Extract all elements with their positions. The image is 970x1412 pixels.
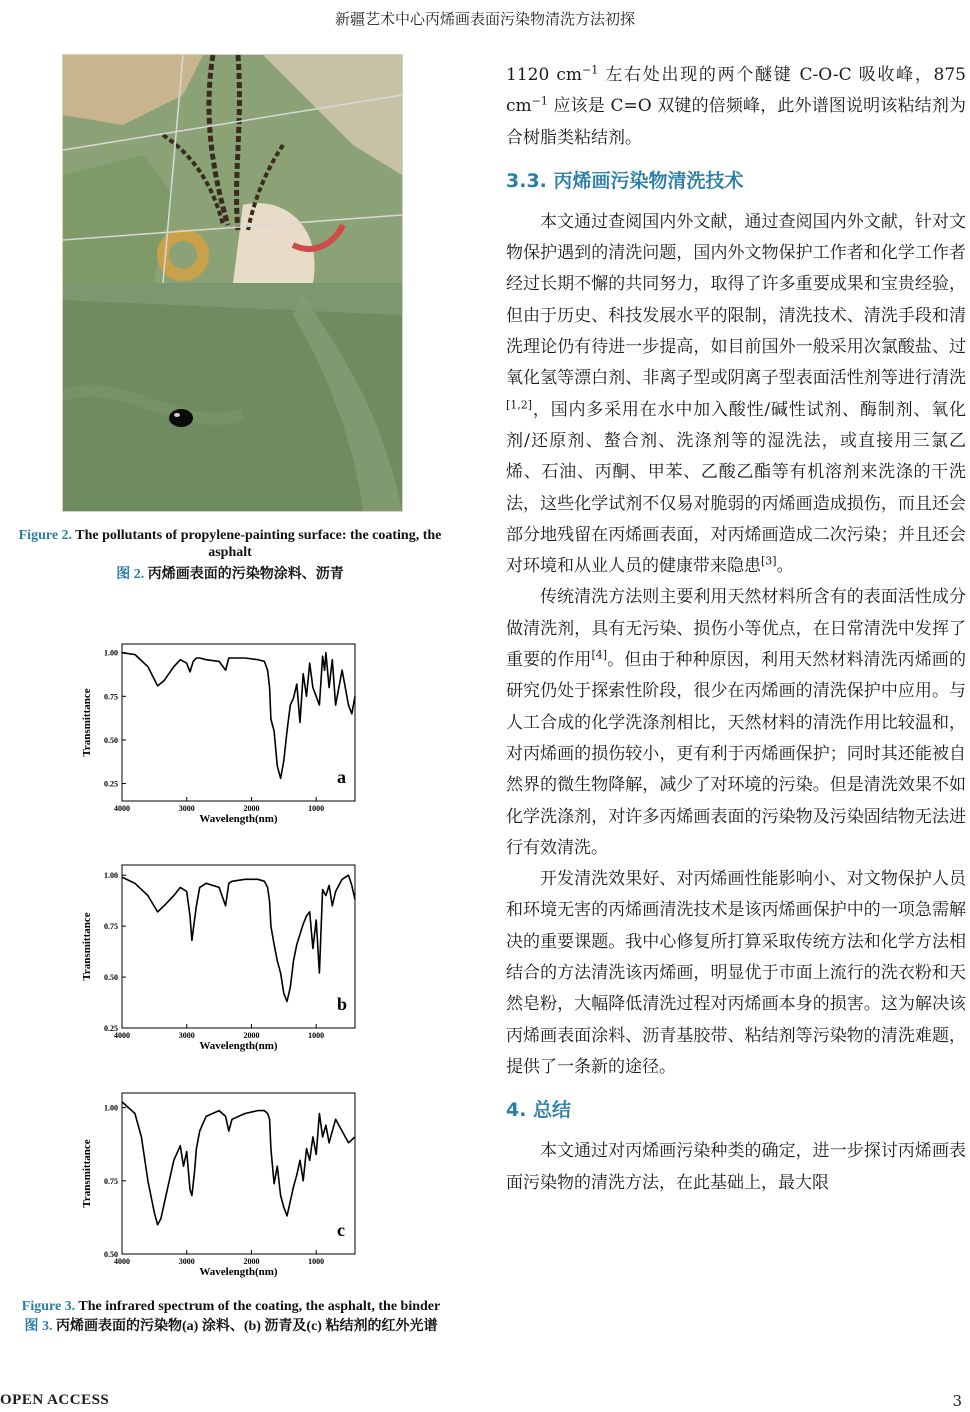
x-tick-label: 1000: [308, 804, 325, 813]
y-tick-label: 1.00: [104, 648, 118, 658]
x-tick-label: 4000: [114, 1031, 130, 1040]
text-run: 左右处出现的两个醚键 C-O-C 吸收峰，875 cm: [506, 65, 966, 117]
y-tick-label: 0.50: [104, 973, 118, 983]
footer-open-access: OPEN ACCESS: [0, 1392, 110, 1408]
x-axis-label: Wavelength(nm): [199, 1040, 278, 1052]
paragraph-traditional-methods: [506, 582, 966, 864]
y-tick-label: 1.00: [104, 1103, 118, 1113]
x-tick-label: 3000: [178, 1257, 195, 1266]
figure-2-photo: [62, 54, 403, 512]
paragraph-ir-analysis: [506, 60, 966, 154]
section-heading-3-3: 3.3. 丙烯画污染物清洗技术: [506, 169, 744, 192]
figure-3-spectra: [60, 597, 402, 1283]
x-tick-label: 1000: [308, 1031, 325, 1040]
x-axis-label: Wavelength(nm): [199, 813, 278, 825]
right-column: [506, 60, 966, 1199]
y-tick-label: 0.75: [104, 692, 118, 702]
x-tick-label: 1000: [308, 1257, 325, 1266]
figure-2-caption-zh: [0, 566, 460, 584]
y-tick-label: 0.75: [104, 1176, 118, 1186]
ir-spectra-chart: [60, 597, 402, 1283]
text-run: ，国内多采用在水中加入酸性/碱性试剂、酶制剂、氧化剂/还原剂、螯合剂、洗涤剂等的湿洗法，或直接用三氯乙烯、石油、丙酮、甲苯、乙酸乙酯等有机溶剂来洗涤的干洗法，这些化学试剂不仅易对脆弱的丙烯画造成损伤，而且还会部分地残留在丙烯画表面，对丙烯画造成二次污染；并且还会对环境和从业人员的健康带来隐患: [506, 399, 966, 577]
text-run: 。但由于种种原因，利用天然材料清洗丙烯画的研究仍处于探索性阶段，很少在丙烯画的清洗保护中应用。与人工合成的化学洗涤剂相比，天然材料的清洗作用比较温和，对丙烯画的损伤较小，更有利于丙烯画保护；同时其还能被自然界的微生物降解，减少了对环境的污染。但是清洗效果不如化学洗涤剂，对许多丙烯画表面的污染物及污染固结物无法进行有效清洗。: [506, 650, 967, 858]
figure-2-label-en: Figure 2.: [18, 528, 73, 543]
text-run: 。: [776, 556, 794, 577]
spectrum-line-b: [122, 875, 355, 1001]
figure-3-caption-zh-text: 丙烯画表面的污染物(a) 涂料、(b) 沥青及(c) 粘结剂的红外光谱: [56, 1319, 438, 1334]
figure-3-label-zh: 图 3.: [24, 1319, 53, 1334]
y-tick-label: 1.00: [104, 871, 118, 881]
text-run: 本文通过查阅国内外文献，通过查阅国内外文献，针对文物保护遇到的清洗问题，国内外文物保护工作者和化学工作者经过长期不懈的共同努力，取得了许多重要成果和宝贵经验，但由于历史、科技发展水平的限制，清洗技术、清洗手段和清洗理论仍有待进一步提高，如目前国外一般采用次氯酸盐、过氧化氢等漂白剂、非离子型或阴离子型表面活性剂等进行清洗: [506, 211, 966, 389]
pollutant-photo-illustration: [63, 55, 402, 511]
spectrum-line-c: [122, 1102, 355, 1225]
x-tick-label: 4000: [114, 1257, 130, 1266]
figure-3-label-en: Figure 3.: [21, 1299, 76, 1314]
figure-2-label-zh: 图 2.: [116, 567, 145, 582]
citation: [1,2]: [506, 398, 533, 412]
plot-frame-a: [122, 644, 355, 801]
x-axis-label: Wavelength(nm): [199, 1266, 278, 1278]
y-tick-label: 0.50: [104, 1250, 118, 1259]
y-tick-label: 0.75: [104, 922, 118, 932]
x-tick-label: 2000: [243, 1257, 260, 1266]
spectrum-line-a: [122, 653, 355, 779]
panel-label: b: [337, 994, 348, 1014]
y-tick-label: 0.25: [104, 779, 118, 789]
citation: [4]: [591, 648, 608, 662]
panel-label: c: [337, 1220, 345, 1240]
x-tick-label: 3000: [178, 1031, 195, 1040]
paragraph-summary: 本文通过对丙烯画污染种类的确定，进一步探讨丙烯画表面污染物的清洗方法，在此基础上，最大限: [506, 1141, 966, 1193]
footer-page-number: 3: [952, 1392, 962, 1410]
x-tick-label: 3000: [178, 804, 195, 813]
y-axis-label: Transmittance: [81, 912, 93, 981]
text-run: 应该是 C=O 双键的倍频峰，此外谱图说明该粘结剂为合树脂类粘结剂。: [506, 96, 966, 148]
figure-2-caption-zh-text: 丙烯画表面的污染物涂料、沥青: [147, 567, 344, 582]
superscript: −1: [531, 94, 548, 108]
text-run: 传统清洗方法则主要利用天然材料所含有的表面活性成分做清洗剂，具有无污染、损伤小等优点，在日常清洗中发挥了重要的作用: [506, 587, 966, 671]
section-heading-4: 4. 总结: [506, 1099, 572, 1122]
panel-label: a: [337, 767, 346, 787]
figure-3-caption-en-text: The infrared spectrum of the coating, the asphalt, the binder: [78, 1299, 441, 1314]
x-tick-label: 2000: [243, 804, 260, 813]
paragraph-new-technique: 开发清洗效果好、对丙烯画性能影响小、对文物保护人员和环境无害的丙烯画清洗技术是该丙烯画保护中的一项急需解决的重要课题。我中心修复所打算采取传统方法和化学方法相结合的方法清洗该丙烯画，明显优于市面上流行的洗衣粉和天然皂粉，大幅降低清洗过程对丙烯画本身的损害。这为解决该丙烯画表面涂料、沥青基胶带、粘结剂等污染物的清洗难题，提供了一条新的途径。: [506, 869, 966, 1077]
paragraph-cleaning-overview: [506, 207, 966, 583]
running-header: 新疆艺术中心丙烯画表面污染物清洗方法初探: [334, 10, 635, 28]
figure-2-caption-en: [0, 527, 460, 561]
figure-2-caption-en-text: The pollutants of propylene-painting surface: the coating, the asphalt: [75, 528, 442, 560]
y-tick-label: 0.50: [104, 735, 118, 745]
text-run: 1120 cm: [506, 65, 583, 85]
y-axis-label: Transmittance: [81, 688, 93, 757]
x-tick-label: 4000: [114, 804, 130, 813]
citation: [3]: [761, 554, 777, 568]
figure-3-caption-en: [0, 1298, 462, 1315]
x-tick-label: 2000: [243, 1031, 260, 1040]
y-axis-label: Transmittance: [81, 1139, 93, 1208]
superscript: −1: [582, 63, 599, 77]
figure-3-caption-zh: [0, 1317, 462, 1337]
y-tick-label: 0.25: [104, 1024, 118, 1033]
